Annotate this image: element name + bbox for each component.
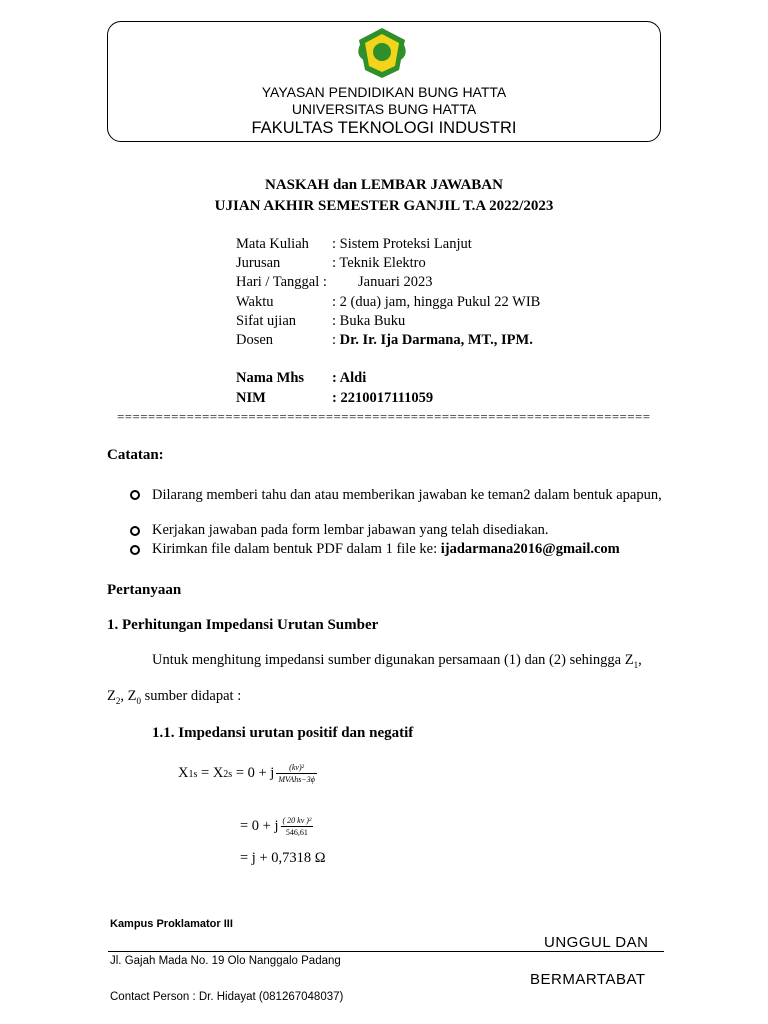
university-logo-icon bbox=[355, 26, 409, 80]
equation-3: = j + 0,7318 Ω bbox=[240, 850, 326, 866]
note-text: Kirimkan file dalam bentuk PDF dalam 1 file ke: bbox=[152, 541, 441, 557]
motto-line-1: UNGGUL DAN bbox=[544, 934, 649, 951]
bullet-icon bbox=[130, 526, 140, 536]
foundation-name: YAYASAN PENDIDIKAN BUNG HATTA bbox=[261, 84, 507, 100]
subsection-title: 1.1. Impedansi urutan positif dan negatif bbox=[152, 725, 414, 741]
info-label: Hari / Tanggal : bbox=[236, 274, 327, 290]
motto-line-2: BERMARTABAT bbox=[530, 971, 646, 988]
info-row-exam-type bbox=[236, 313, 405, 330]
info-label: Waktu bbox=[236, 294, 274, 310]
separator-line: ===================================================================== bbox=[117, 409, 651, 424]
student-nim-row bbox=[236, 390, 433, 407]
info-row-department bbox=[236, 255, 426, 272]
paragraph-text: sumber didapat : bbox=[144, 688, 242, 704]
student-name-row bbox=[236, 370, 366, 387]
info-row-time bbox=[236, 294, 540, 311]
info-label: Mata Kuliah bbox=[236, 236, 309, 252]
info-value: Januari 2023 bbox=[358, 274, 433, 290]
question-1-paragraph-cont: $Z_2$, $Z_0$ sumber didapat : bbox=[107, 688, 242, 706]
fraction: $\frac{\text{(kv)²}}{\text{MVAhs−3ϕ}}$ bbox=[278, 763, 315, 784]
bullet-icon bbox=[130, 545, 140, 555]
student-name-value: : Aldi bbox=[332, 370, 367, 386]
info-value: : Sistem Proteksi Lanjut bbox=[332, 236, 472, 252]
info-value: : Buka Buku bbox=[332, 313, 406, 329]
info-label: Dosen bbox=[236, 332, 274, 348]
bullet-icon bbox=[130, 490, 140, 500]
faculty-name: FAKULTAS TEKNOLOGI INDUSTRI bbox=[251, 119, 517, 137]
question-1-paragraph: Untuk menghitung impedansi sumber digunakan persamaan (1) dan (2) sehingga $Z_1$, bbox=[152, 652, 642, 670]
info-value: : 2 (dua) jam, hingga Pukul 22 WIB bbox=[332, 294, 541, 310]
email-address: ijadarmana2016@gmail.com bbox=[440, 541, 620, 557]
lecturer-name: Dr. Ir. Ija Darmana, MT., IPM. bbox=[339, 332, 533, 348]
info-value: : Teknik Elektro bbox=[332, 255, 426, 271]
contact-person: Contact Person : Dr. Hidayat (081267048037) bbox=[110, 991, 344, 1003]
equation-2: = 0 + j $\frac{\text{( 20 kv )²}}{546,61}$ bbox=[240, 816, 312, 837]
note-item: Dilarang memberi tahu dan atau memberikan jawaban ke teman2 dalam bentuk apapun, bbox=[152, 487, 662, 503]
student-name-label: Nama Mhs bbox=[236, 370, 305, 386]
note-item: Kerjakan jawaban pada form lembar jabawan yang telah disediakan. bbox=[152, 522, 549, 538]
question-1-title: 1. Perhitungan Impedansi Urutan Sumber bbox=[107, 617, 379, 633]
campus-address: Jl. Gajah Mada No. 19 Olo Nanggalo Padang bbox=[110, 955, 341, 967]
student-nim-label: NIM bbox=[236, 390, 266, 406]
equation-1: X1s = X2s = 0 + j $\frac{\text{(kv)²}}{\text{MVAhs−3ϕ}}$ bbox=[178, 763, 315, 784]
info-row-lecturer bbox=[236, 332, 533, 349]
note-item bbox=[152, 541, 620, 558]
doc-subtitle: UJIAN AKHIR SEMESTER GANJIL T.A 2022/2023 bbox=[214, 198, 554, 214]
footer-divider bbox=[108, 951, 664, 952]
student-nim-value: : 2210017111059 bbox=[332, 390, 434, 406]
university-name: UNIVERSITAS BUNG HATTA bbox=[291, 101, 477, 117]
paragraph-text: Untuk menghitung impedansi sumber digunakan persamaan (1) dan (2) sehingga Z bbox=[152, 652, 634, 668]
notes-heading: Catatan: bbox=[107, 447, 164, 463]
info-row-course bbox=[236, 236, 472, 253]
doc-title: NASKAH dan LEMBAR JAWABAN bbox=[265, 177, 503, 193]
info-value-prefix: : bbox=[332, 332, 340, 348]
campus-name: Kampus Proklamator III bbox=[110, 918, 233, 930]
fraction: $\frac{\text{( 20 kv )²}}{546,61}$ bbox=[282, 816, 312, 837]
info-label: Sifat ujian bbox=[236, 313, 297, 329]
info-row-date bbox=[236, 274, 433, 291]
questions-heading: Pertanyaan bbox=[107, 582, 182, 598]
info-label: Jurusan bbox=[236, 255, 281, 271]
